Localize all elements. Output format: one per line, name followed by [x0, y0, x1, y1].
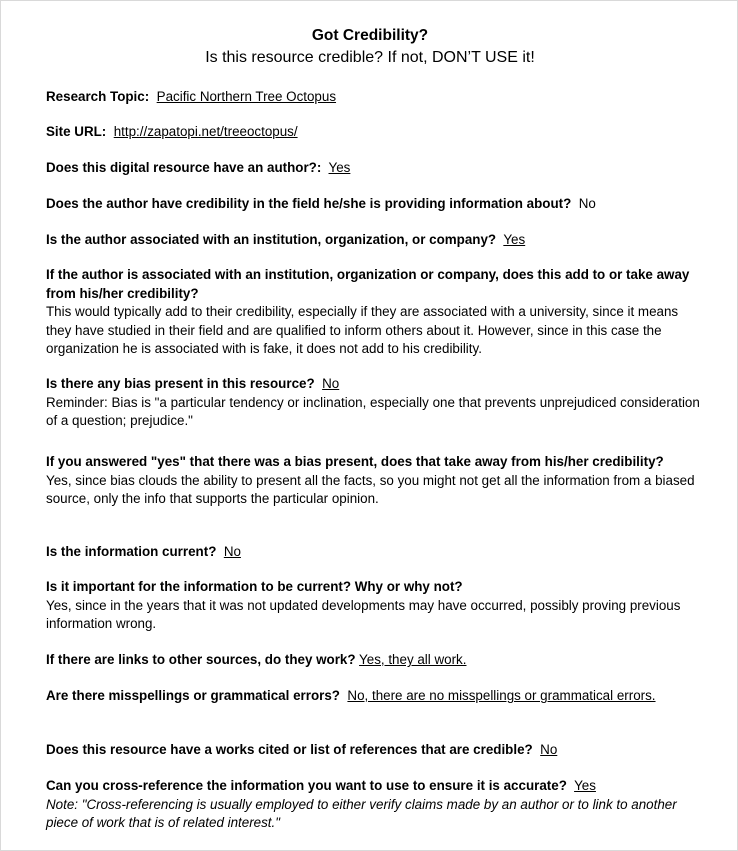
- question-works-cited-text: Does this resource have a works cited or list of references that are credible?: [46, 742, 533, 757]
- question-institution-answer: Yes: [503, 232, 526, 247]
- question-institution-effect-answer: This would typically add to their credibility, especially if they are associated with a university, since it means they have studied in their field and are qualified to inform others about it. However, since in this case the organization he is associated with is fake, it does not add to his credibility.: [46, 304, 679, 356]
- question-current-importance-text: Is it important for the information to be current? Why or why not?: [46, 579, 463, 594]
- question-current-text: Is the information current?: [46, 544, 217, 559]
- question-errors: [46, 687, 706, 706]
- question-current: [46, 543, 706, 562]
- question-author-credibility-text: Does the author have credibility in the field he/she is providing information about?: [46, 196, 572, 211]
- question-institution-effect: [46, 266, 706, 359]
- question-bias-effect-text: If you answered "yes" that there was a bias present, does that take away from his/her credibility?: [46, 454, 664, 469]
- question-institution-effect-text: If the author is associated with an institution, organization or company, does this add to or take away from his/her credibility?: [46, 267, 690, 301]
- question-errors-answer: No, there are no misspellings or grammatical errors.: [347, 688, 656, 703]
- page-subtitle: Is this resource credible? If not, DON’T USE it!: [205, 49, 535, 66]
- site-url-label: Site URL:: [46, 124, 107, 139]
- question-bias-effect-answer: Yes, since bias clouds the ability to present all the facts, so you might not get all the information from a biased source, only the info that supports the particular opinion.: [46, 472, 695, 506]
- site-url-link[interactable]: http://zapatopi.net/treeoctopus/: [113, 124, 298, 139]
- question-author-credibility-answer: No: [578, 196, 596, 211]
- question-cross-reference: [46, 777, 706, 833]
- question-author-text: Does this digital resource have an author?:: [46, 160, 322, 175]
- question-works-cited: [46, 741, 706, 760]
- question-errors-text: Are there misspellings or grammatical errors?: [46, 688, 340, 703]
- question-bias-text: Is there any bias present in this resource?: [46, 376, 315, 391]
- question-current-answer: No: [223, 544, 241, 559]
- page-title: Got Credibility?: [311, 27, 429, 44]
- question-cross-reference-text: Can you cross-reference the information you want to use to ensure it is accurate?: [46, 778, 567, 793]
- question-links-answer: Yes, they all work.: [359, 652, 467, 667]
- question-cross-reference-answer: Yes: [574, 778, 596, 793]
- bias-reminder: Reminder: Bias is "a particular tendency or inclination, especially one that prevents unprejudiced consideration of a question; prejudice.": [46, 394, 700, 428]
- question-works-cited-answer: No: [540, 742, 558, 757]
- question-institution: [46, 231, 706, 250]
- site-url-field: [46, 123, 706, 142]
- cross-reference-note: Note: "Cross-referencing is usually employed to either verify claims made by an author or to link to another piece of work that is of related interest.": [46, 796, 677, 830]
- question-bias-answer: No: [322, 376, 340, 391]
- question-author: [46, 159, 706, 178]
- question-current-importance: [46, 578, 706, 634]
- question-author-credibility: [46, 195, 706, 214]
- research-topic-label: Research Topic:: [46, 89, 150, 104]
- research-topic-field: [46, 88, 706, 107]
- question-bias-effect: [46, 453, 706, 509]
- question-institution-text: Is the author associated with an institution, organization, or company?: [46, 232, 497, 247]
- question-bias: [46, 375, 706, 431]
- question-links-text: If there are links to other sources, do they work?: [46, 652, 356, 667]
- question-links: [46, 651, 706, 670]
- question-current-importance-answer: Yes, since in the years that it was not updated developments may have occurred, possibly proving previous information wrong.: [46, 597, 681, 631]
- question-author-answer: Yes: [328, 160, 351, 175]
- research-topic-value: Pacific Northern Tree Octopus: [156, 89, 337, 104]
